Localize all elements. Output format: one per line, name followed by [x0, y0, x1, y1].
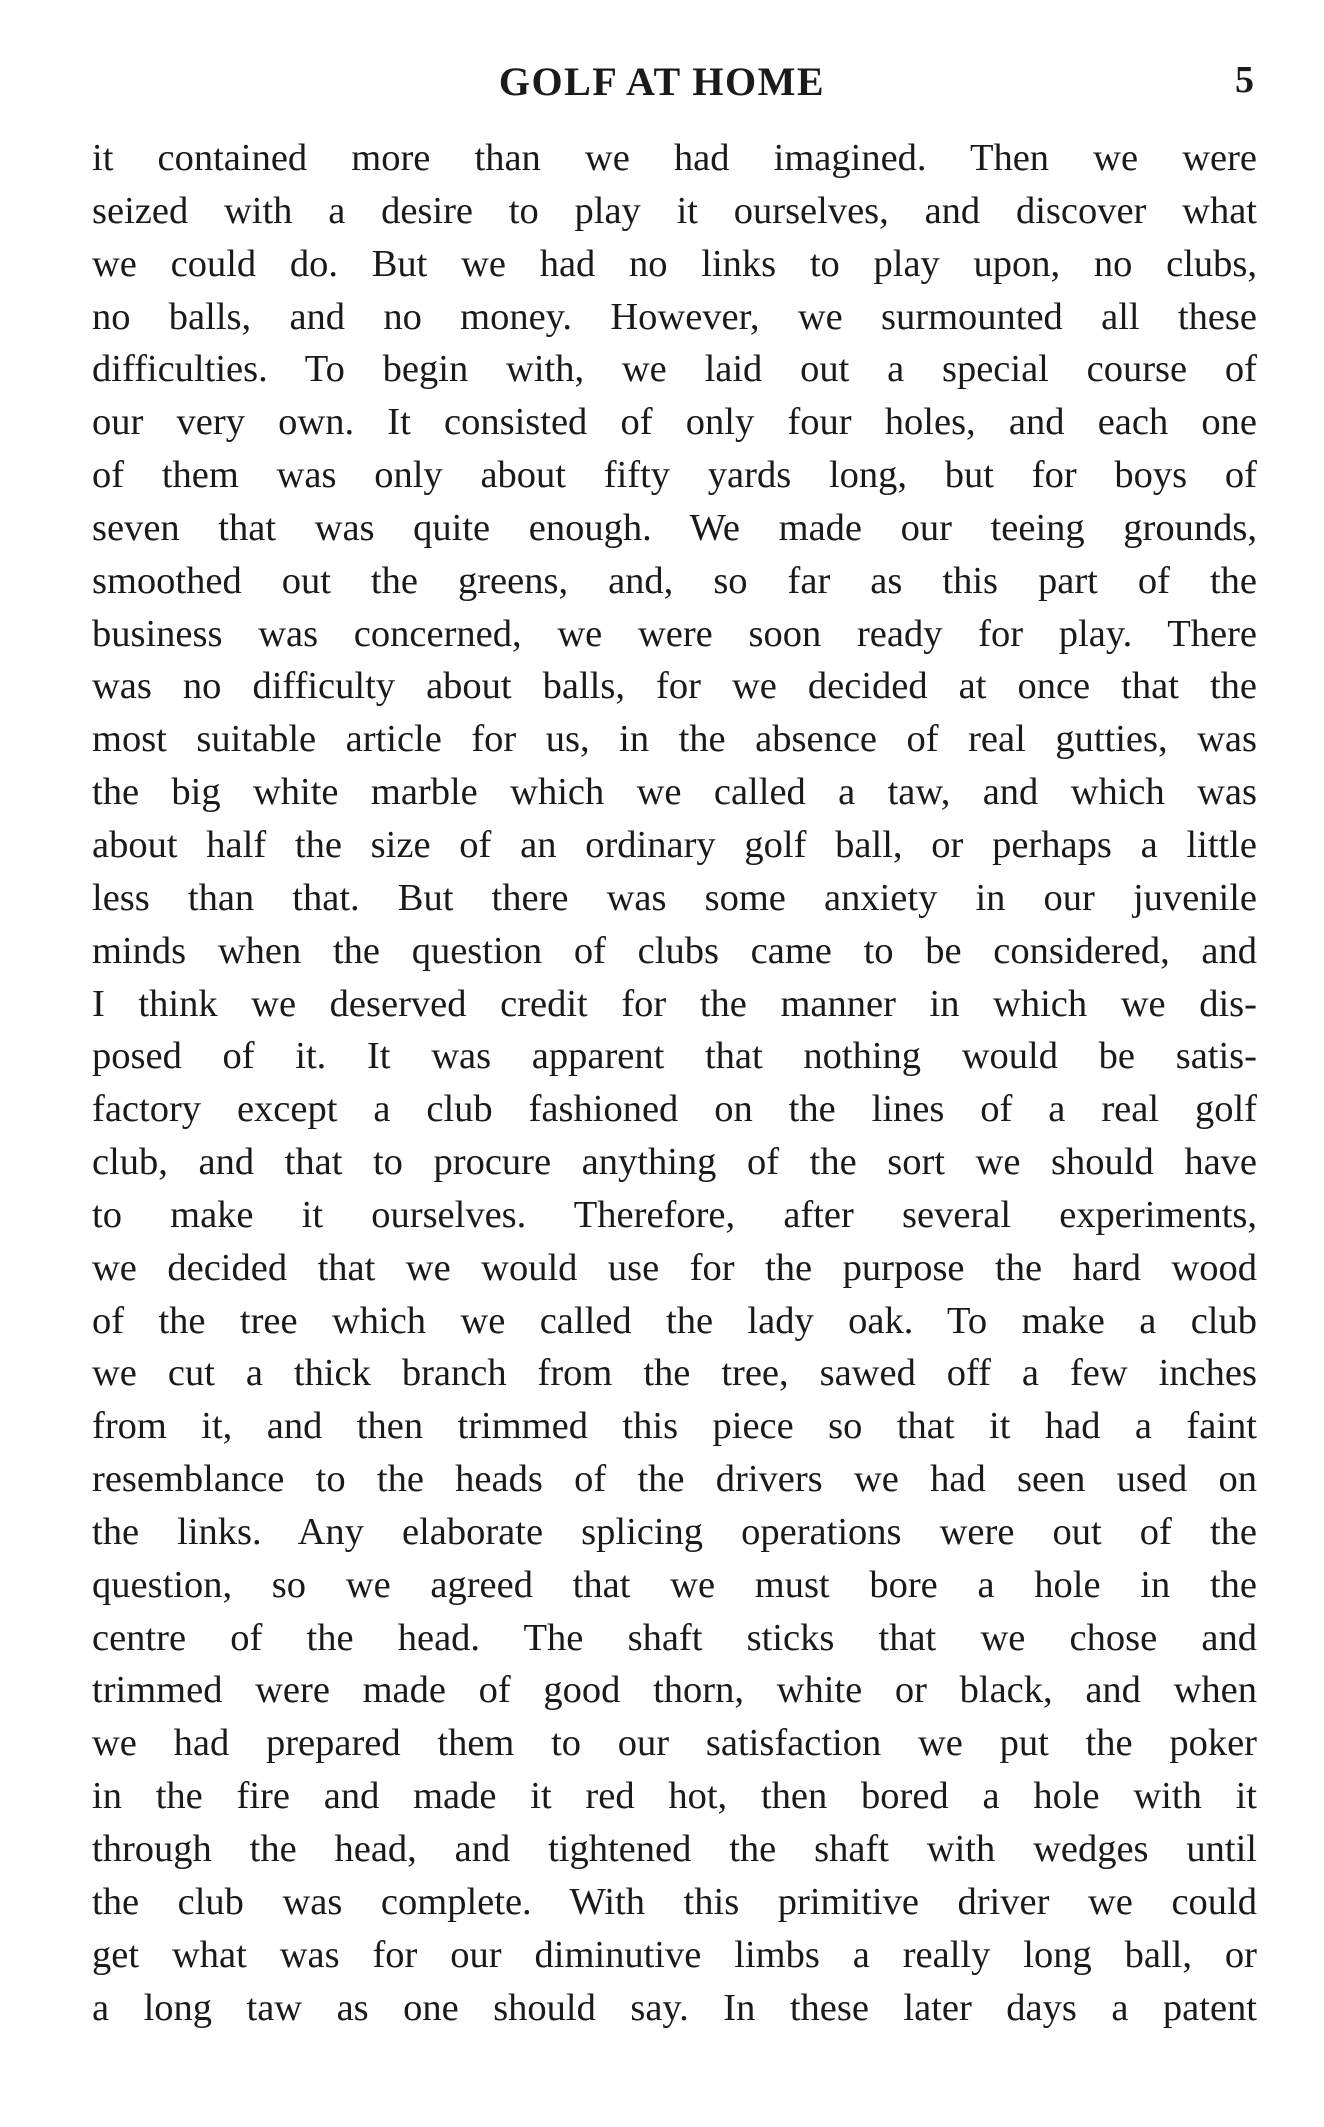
running-head: [0, 58, 1324, 108]
text-line: business was concerned, we were soon ready for play. There: [92, 612, 1257, 655]
text-line: smoothed out the greens, and, so far as this part of the: [92, 559, 1257, 602]
body-text: [92, 132, 1257, 2034]
text-line: of them was only about fifty yards long, but for boys of: [92, 454, 1257, 497]
text-line: resemblance to the heads of the drivers we had seen used on: [92, 1458, 1257, 1501]
text-line: in the fire and made it red hot, then bored a hole with it: [92, 1775, 1257, 1818]
text-line: the links. Any elaborate splicing operations were out of the: [92, 1510, 1257, 1553]
text-line: no balls, and no money. However, we surmounted all these: [92, 295, 1257, 338]
text-line: difficulties. To begin with, we laid out a special course of: [92, 348, 1257, 391]
text-line: question, so we agreed that we must bore a hole in the: [92, 1563, 1257, 1606]
text-line: we had prepared them to our satisfaction we put the poker: [92, 1722, 1257, 1765]
text-line: less than that. But there was some anxiety in our juvenile: [92, 876, 1257, 919]
running-title: GOLF AT HOME: [498, 59, 826, 104]
text-line: through the head, and tightened the shaft with wedges until: [92, 1828, 1257, 1870]
text-line: I think we deserved credit for the manner in which we dis-: [92, 982, 1257, 1025]
text-line: our very own. It consisted of only four holes, and each one: [92, 401, 1257, 444]
text-line: we decided that we would use for the purpose the hard wood: [92, 1246, 1257, 1289]
text-line: to make it ourselves. Therefore, after several experiments,: [92, 1193, 1257, 1236]
text-line: of the tree which we called the lady oak. To make a club: [92, 1299, 1257, 1342]
text-line: club, and that to procure anything of the sort we should have: [92, 1141, 1257, 1184]
text-line: we cut a thick branch from the tree, sawed off a few inches: [92, 1352, 1257, 1395]
text-line: centre of the head. The shaft sticks that we chose and: [92, 1616, 1257, 1659]
text-line: seven that was quite enough. We made our teeing grounds,: [92, 506, 1257, 549]
text-line: posed of it. It was apparent that nothing would be satis-: [92, 1035, 1257, 1078]
text-line: it contained more than we had imagined. Then we were: [92, 137, 1257, 179]
text-line: seized with a desire to play it ourselves, and discover what: [92, 189, 1257, 232]
text-line: we could do. But we had no links to play upon, no clubs,: [92, 242, 1257, 285]
text-line: a long taw as one should say. In these later days a patent: [92, 1986, 1257, 2029]
text-line: trimmed were made of good thorn, white or black, and when: [92, 1669, 1257, 1712]
text-line: the big white marble which we called a taw, and which was: [92, 771, 1257, 814]
page-number: 5: [1235, 59, 1254, 101]
text-line: the club was complete. With this primitive driver we could: [92, 1880, 1257, 1923]
text-line: factory except a club fashioned on the lines of a real golf: [92, 1088, 1257, 1131]
text-line: get what was for our diminutive limbs a really long ball, or: [92, 1933, 1257, 1976]
text-line: about half the size of an ordinary golf ball, or perhaps a little: [92, 823, 1257, 866]
text-line: was no difficulty about balls, for we decided at once that the: [92, 665, 1257, 708]
text-line: from it, and then trimmed this piece so that it had a faint: [92, 1405, 1257, 1448]
text-line: most suitable article for us, in the absence of real gutties, was: [92, 718, 1257, 761]
text-line: minds when the question of clubs came to be considered, and: [92, 929, 1257, 972]
